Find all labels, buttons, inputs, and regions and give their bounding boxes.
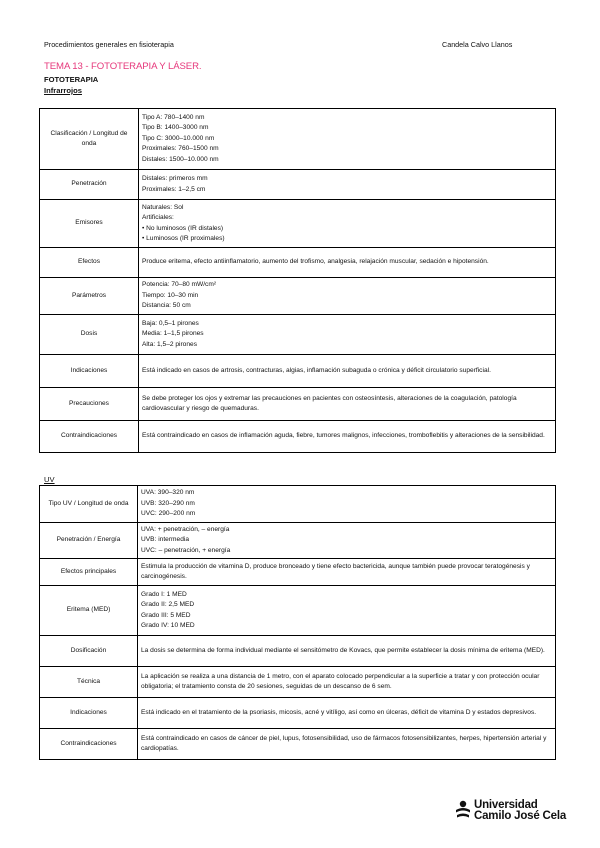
value-line: Produce eritema, efecto antiinflamatorio, aumento del trofismo, analgesia, relajación muscular, sedación e hipotensión. xyxy=(142,258,489,266)
value-line: Está contraindicado en casos de inflamación aguda, fiebre, tumores malignos, infecciones, tromboflebitis y alteraciones de la sensibilidad. xyxy=(142,432,545,440)
value-line: Tipo A: 780–1400 nm xyxy=(142,113,205,121)
table-row xyxy=(40,355,556,388)
row-value xyxy=(139,388,556,421)
value-line: Grado I: 1 MED xyxy=(141,590,187,598)
value-line: Está indicado en casos de artrosis, contracturas, algias, inflamación subaguda o crónica y déficit circulatorio superficial. xyxy=(142,366,491,374)
value-line: La aplicación se realiza a una distancia de 1 metro, con el aparato colocado perpendicular a la superficie a tratar y con protección ocular obligatoria; el tratamiento consta de 20 sesiones, seguidas de un descanso de 6 sem. xyxy=(141,672,540,690)
row-value xyxy=(139,315,556,355)
value-line: Estimula la producción de vitamina D, produce bronceado y tiene efecto bactericida, aunque también puede provocar teratogénesis y carcinogénesis. xyxy=(141,562,530,580)
row-value xyxy=(138,636,556,667)
header-author: Candela Calvo Llanos xyxy=(442,40,513,49)
row-label: Emisores xyxy=(40,200,139,248)
row-label: Tipo UV / Longitud de onda xyxy=(40,486,138,523)
table-row xyxy=(40,729,556,760)
row-value xyxy=(139,109,556,170)
row-value xyxy=(138,729,556,760)
row-label: Dosis xyxy=(40,315,139,355)
row-label: Penetración xyxy=(40,170,139,200)
row-value xyxy=(138,698,556,729)
logo-line-1: Universidad xyxy=(474,799,538,811)
row-value xyxy=(139,421,556,453)
table-row xyxy=(40,248,556,278)
row-label: Contraindicaciones xyxy=(40,421,139,453)
table-row xyxy=(40,200,556,248)
value-line: Proximales: 1–2,5 cm xyxy=(142,185,206,193)
row-label: Clasificación / Longitud de onda xyxy=(40,109,139,170)
value-line: Grado IV: 10 MED xyxy=(141,622,195,629)
table-row xyxy=(40,667,556,698)
table-row xyxy=(40,586,556,636)
row-label: Parámetros xyxy=(40,278,139,315)
value-line: Artificiales: xyxy=(142,214,174,221)
value-line: Naturales: Sol xyxy=(142,203,184,211)
row-value xyxy=(138,486,556,523)
row-value xyxy=(138,522,556,559)
row-label: Precauciones xyxy=(40,388,139,421)
value-line: Tiempo: 10–30 min xyxy=(142,291,199,299)
table-row xyxy=(40,559,556,586)
row-label: Técnica xyxy=(40,667,138,698)
value-line: Distales: primeros mm xyxy=(142,175,208,182)
value-line: UVB: intermedia xyxy=(141,536,190,543)
value-line: Proximales: 760–1500 nm xyxy=(142,145,219,153)
row-value xyxy=(138,586,556,636)
bullet-item: • Luminosos (IR proximales) xyxy=(142,234,552,245)
value-line: UVB: 320–290 nm xyxy=(141,499,195,507)
ucjc-logo-icon xyxy=(455,800,471,822)
value-line: Se debe proteger los ojos y extremar las precauciones en pacientes con osteosíntesis, alteraciones de la coagulación, patología cardiovascular y riesgo de quemaduras. xyxy=(142,394,517,412)
row-value xyxy=(139,278,556,315)
header-subject: Procedimientos generales en fisioterapia xyxy=(44,40,174,49)
infrarrojos-table xyxy=(39,108,556,453)
table-row xyxy=(40,522,556,559)
row-value xyxy=(138,667,556,698)
row-label: Efectos principales xyxy=(40,559,138,586)
value-line: Alta: 1,5–2 pirones xyxy=(142,340,197,348)
logo-line-2: Camilo José Cela xyxy=(474,810,567,822)
value-line: Distales: 1500–10.000 nm xyxy=(142,155,219,163)
value-line: Está indicado en el tratamiento de la psoriasis, micosis, acné y vitíligo, así como en úlceras, déficit de vitamina D y estados depresivos. xyxy=(141,708,537,716)
value-line: Tipo B: 1400–3000 nm xyxy=(142,124,209,132)
value-line: Está contraindicado en casos de cáncer de piel, lupus, fotosensibilidad, uso de fármacos fotosensibilizantes, herpes, hipertensión arterial y cardiopatías. xyxy=(141,734,547,752)
section-uv-label: UV xyxy=(44,475,55,484)
row-value xyxy=(139,248,556,278)
table-row xyxy=(40,315,556,355)
value-line: La dosis se determina de forma individual mediante el sensitómetro de Kovacs, que permite establecer la dosis mínima de eritema (MED). xyxy=(141,646,545,654)
value-line: UVA: + penetración, – energía xyxy=(141,525,230,533)
row-label: Contraindicaciones xyxy=(40,729,138,760)
table-row xyxy=(40,636,556,667)
bullet-item: • No luminosos (IR distales) xyxy=(142,224,552,235)
row-label: Indicaciones xyxy=(40,698,138,729)
row-label: Dosificación xyxy=(40,636,138,667)
table-row xyxy=(40,698,556,729)
value-line: Grado II: 2,5 MED xyxy=(141,601,195,608)
row-value xyxy=(138,559,556,586)
row-label: Eritema (MED) xyxy=(40,586,138,636)
uv-table xyxy=(39,485,556,760)
row-value xyxy=(139,355,556,388)
section-infrarrojos-label: Infrarrojos xyxy=(44,86,82,95)
row-label: Efectos xyxy=(40,248,139,278)
value-line: UVC: 290–200 nm xyxy=(141,510,196,517)
value-line: Baja: 0,5–1 pirones xyxy=(142,319,199,327)
value-line: Tipo C: 3000–10.000 nm xyxy=(142,134,215,142)
table-row xyxy=(40,109,556,170)
page-title: TEMA 13 - FOTOTERAPIA Y LÁSER. xyxy=(44,61,202,72)
row-label: Penetración / Energía xyxy=(40,522,138,559)
value-line: UVC: – penetración, + energía xyxy=(141,546,231,554)
value-line: Grado III: 5 MED xyxy=(141,611,191,619)
row-value xyxy=(139,200,556,248)
table-row xyxy=(40,170,556,200)
value-line: Potencia: 70–80 mW/cm² xyxy=(142,281,217,289)
table-row xyxy=(40,388,556,421)
row-label: Indicaciones xyxy=(40,355,139,388)
page-subtitle: FOTOTERAPIA xyxy=(44,75,99,84)
value-line: Media: 1–1,5 pirones xyxy=(142,330,204,338)
value-line: UVA: 390–320 nm xyxy=(141,489,195,496)
table-row xyxy=(40,486,556,523)
value-line: Distancia: 50 cm xyxy=(142,302,191,310)
row-value xyxy=(139,170,556,200)
table-row xyxy=(40,421,556,453)
table-row xyxy=(40,278,556,315)
